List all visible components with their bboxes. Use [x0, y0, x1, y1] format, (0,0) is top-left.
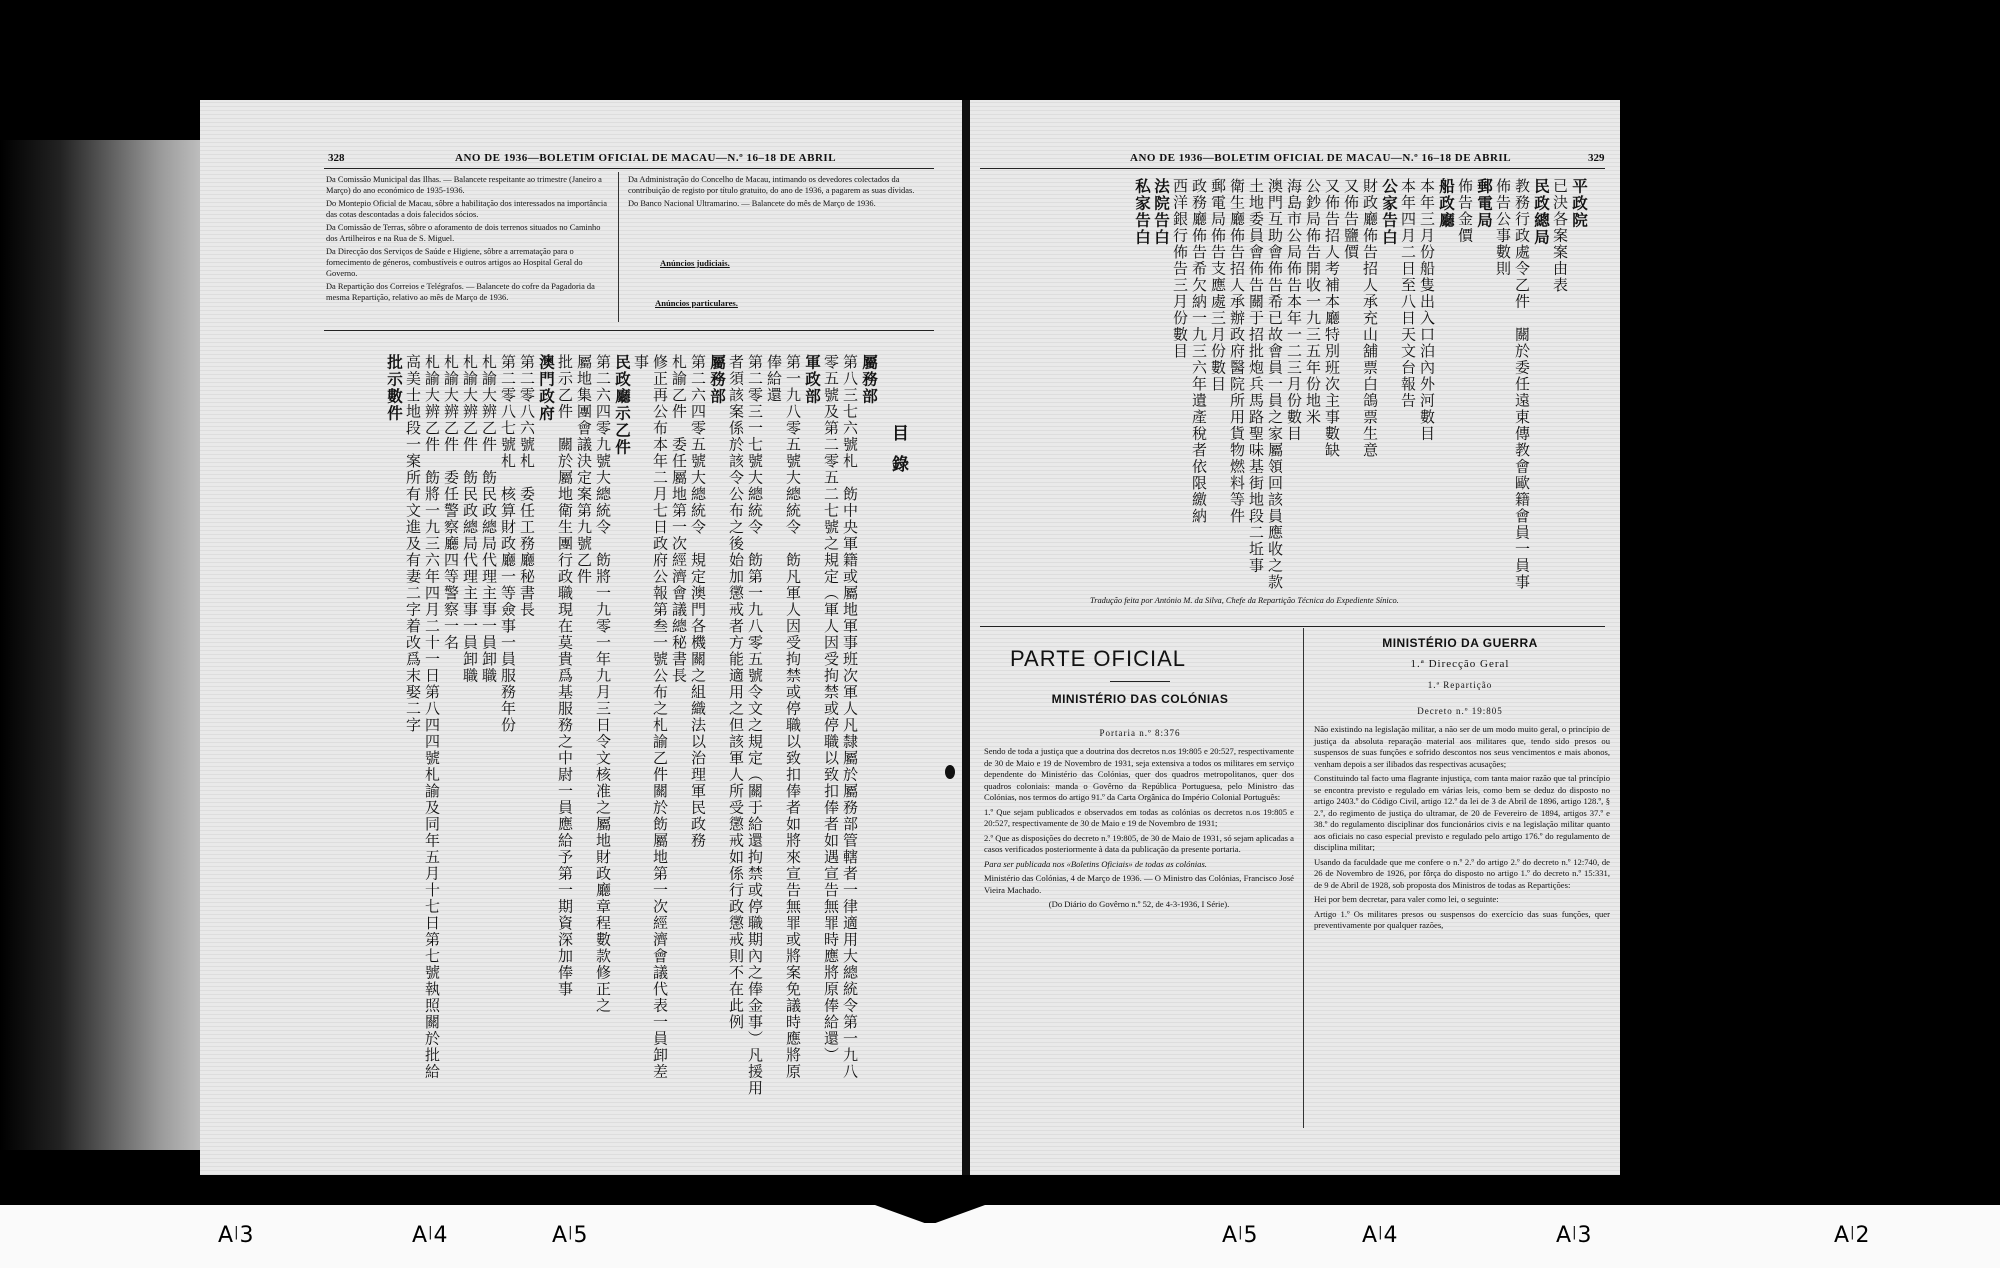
chinese-entry: 批示乙件 關於屬地衛生團行政職現在莫貴爲基服務之中尉一員應給予第一期資深加俸事 [556, 354, 574, 998]
head-rule [324, 168, 934, 169]
chinese-entry: 又佈告招人考補本廳特別班次主事數缺 [1323, 178, 1341, 459]
index-entry: Do Banco Nacional Ultramarino. — Balancete do mês de Março de 1936. [628, 199, 876, 208]
chinese-entry: 札諭乙件 委任屬地第一次經濟會議總秘書長 [670, 354, 688, 684]
running-head: ANO DE 1936—BOLETIM OFICIAL DE MACAU—N.º 16–18 DE ABRIL [455, 152, 837, 164]
frame-label: A|3 [1556, 1223, 1592, 1248]
chinese-section-heading: 民政廳示乙件 [613, 354, 631, 456]
column-divider [618, 172, 619, 322]
portaria-number: Portaria n.º 8:376 [1099, 728, 1181, 738]
chinese-entry: 札諭大辨乙件 委任警察廳四等警察一名 [442, 354, 460, 651]
scan-border-shadow [0, 140, 200, 1150]
index-entry: Da Repartição dos Correios e Telégrafos. — Balancete do cofre da Pagadoria da mesma Repartição, relativo ao mês de Março de 1936. [326, 282, 595, 302]
paragraph: Sendo de toda a justiça que a doutrina dos decretos n.os 19:805 e 20:527, respectivamente de 30 de Maio e 19 de Novembro de 1931, seja extensiva a todos os militares em serviço dependente do Ministério das Colónias, quer dos quadros metropolitanos, quer dos quadros coloniais: manda o Govêrno da República Portuguesa, pelo Ministro das Colónias, nos termos do artigo 91.º da Carta Orgânica do Império Colonial Português: [984, 746, 1294, 802]
portaria-body [984, 746, 1294, 914]
frame-label: A|4 [412, 1223, 448, 1248]
paragraph: 2.º Que as disposições do decreto n.º 19:805, de 30 de Maio de 1931, só sejam aplicadas a casos verificados posteriormente à data da publicação da presente portaria. [984, 832, 1294, 854]
paragraph: Constituindo tal facto uma flagrante injustiça, com tanta maior razão que tal princípio se encontra previsto e regulado em várias leis, como bem se deduz do disposto no artigo 2403.º do Código Civil, artigo 12.º da lei de 3 de Abril de 1896, artigo 128.º, § 2.º, do regimento de justiça do ultramar, de 20 de Fevereiro de 1894, artigos 37.º e 38.º do regulamento disciplinar dos funcionários civis e na legislação militar quanto aos oficiais no caso especial previsto e regulado pelo artigo 176.º do regulamento de disciplina militar; [1314, 773, 1610, 852]
paragraph: Artigo 1.º Os militares presos ou suspensos do exercício das suas funções, quer preventivamente por qualquer razões, [1314, 908, 1610, 930]
chinese-entry: 第二六四零九號大總統令 飭將一九零一年九月三日令文核准之屬地財政廳章程數款修正之 [594, 354, 612, 1014]
chinese-entry: 澳門互助會佈告希已故會員一員之家屬領回該員應收之款 [1266, 178, 1284, 591]
frame-label: A|5 [1222, 1223, 1258, 1248]
page-number: 328 [328, 152, 345, 164]
chinese-entry: 本年三月份船隻出入口泊內外河數目 [1418, 178, 1436, 442]
frame-label: A|2 [1834, 1223, 1870, 1248]
chinese-entry: 屬地集團會議決定案第九號乙件 [575, 354, 593, 585]
signature: Ministério das Colónias, 4 de Março de 1936. — O Ministro das Colónias, Francisco José Vieira Machado. [984, 873, 1294, 895]
chinese-entry: 第八三七六號札 飭中央軍籍或屬地軍事班次軍人凡隸屬於屬務部管轄者一律適用大總統令第一九八 [841, 354, 859, 1080]
decreto-body [1314, 724, 1610, 935]
section-rule [980, 626, 1605, 627]
chinese-section-heading: 屬務部 [860, 354, 878, 405]
reparticao-heading: 1.ª Repartição [1427, 680, 1493, 690]
frame-label: A|3 [218, 1223, 254, 1248]
chinese-entry: 高美士地段一案所有文進及有妻二字着改爲末娶二字 [404, 354, 422, 734]
chinese-entry: 札諭大辨乙件 飭民政總局代理主事一員卸職 [461, 354, 479, 684]
parte-oficial-heading: PARTE OFICIAL [1010, 646, 1187, 671]
chinese-entry: 已決各案案由表 [1551, 178, 1569, 294]
chinese-section-heading: 平政院 [1570, 178, 1588, 229]
chinese-entry: 公鈔局佈告開收一九三五年份地米 [1304, 178, 1322, 426]
frame-label: A|4 [1362, 1223, 1398, 1248]
decreto-number: Decreto n.º 19:805 [1417, 706, 1503, 716]
ministry-heading: MINISTÉRIO DAS COLÓNIAS [1051, 692, 1229, 706]
chinese-section-heading: 公家告白 [1380, 178, 1398, 246]
chinese-entry: 佈告金價 [1456, 178, 1474, 244]
chinese-entry: 第一九八零五號大總統令 飭凡軍人因受拘禁或停職以致扣俸者如將來宣告無罪或將案免議時應將原 [784, 354, 802, 1080]
chinese-section-heading: 郵電局 [1475, 178, 1493, 229]
chinese-entry: 俸給還 [765, 354, 783, 404]
film-frame-strip [0, 1205, 2000, 1268]
page-number: 329 [1588, 152, 1605, 164]
direccao-heading: 1.ª Direcção Geral [1410, 658, 1510, 670]
chinese-entry: 佈告公事數則 [1494, 178, 1512, 277]
chinese-section-heading: 批示數件 [385, 354, 403, 422]
head-rule [980, 168, 1605, 169]
chinese-entry: 札諭大辨乙件 飭民政總局代理主事一員卸職 [480, 354, 498, 684]
publish-note: Para ser publicada nos «Boletins Oficiais» de todas as colónias. [984, 858, 1207, 869]
source-note: (Do Diário do Govêrno n.º 52, de 4-3-1936, I Série). [1048, 899, 1230, 909]
index-entry: Do Montepio Oficial de Macau, sôbre a habilitação dos interessados na importância das cotas descontadas a dois falecidos sócios. [326, 199, 607, 219]
chinese-entry: 修正再公布本年二月七日政府公報第叁一號公布之札諭乙件關於飭屬地第一次經濟會議代表一員卸差 [651, 354, 669, 1080]
chinese-entry: 財政廳佈告招人承充山舖票白鴿票生意 [1361, 178, 1379, 459]
chinese-entry: 土地委員會佈告關于招批炮兵馬路聖味基街地段二坵事 [1247, 178, 1265, 574]
translation-credit: Tradução feita por António M. da Silva, Chefe da Repartição Técnica do Expediente Sínico. [1090, 596, 1399, 605]
column-divider [1303, 628, 1304, 1128]
left-page [200, 100, 970, 1175]
chinese-entry: 郵電局佈告支應處三月份數目 [1209, 178, 1227, 393]
chinese-contents-left [318, 354, 878, 1154]
chinese-entry: 事 [632, 354, 650, 371]
chinese-entry: 海島市公局佈告本年一二三月份數目 [1285, 178, 1303, 442]
chinese-section-heading: 民政總局 [1532, 178, 1550, 246]
chinese-entry: 第二六四零五號大總統令 規定澳門各機關之組織法以治理軍民政務 [689, 354, 707, 849]
right-page [970, 100, 1620, 1175]
paragraph: Usando da faculdade que me confere o n.º 2.º do artigo 2.º do decreto n.º 12:740, de 26 de Novembro de 1926, por fôrça do disposto no artigo 1.º do decreto n.º 15:331, de 9 de Abril de 1928, sob proposta dos Ministros de todas as Repartições: [1314, 856, 1610, 890]
chinese-section-heading: 法院告白 [1152, 178, 1170, 246]
index-entry: Da Administração do Concelho de Macau, intimando os devedores colectados da contribuição de registo por título gratuito, do ano de 1936, a pagarem as suas dívidas. [628, 175, 915, 195]
index-entry: Da Comissão Municipal das Ilhas. — Balancete respeitante ao trimestre (Janeiro a Março) do ano económico de 1935-1936. [326, 175, 602, 195]
chinese-entry: 西洋銀行佈告三月份數目 [1171, 178, 1189, 360]
frame-label: A|5 [552, 1223, 588, 1248]
chinese-entry: 衛生廳佈告招人承辦政府醫院所用貨物燃料等件 [1228, 178, 1246, 525]
index-entry: Da Comissão de Terras, sôbre o aforamento de dois terrenos situados no Caminho dos Artilheiros e na Rua de S. Miguel. [326, 223, 601, 243]
chinese-section-heading: 屬務部 [708, 354, 726, 405]
announcements-private: Anúncios particulares. [655, 298, 738, 308]
chinese-section-heading: 澳門政府 [537, 354, 555, 422]
chinese-section-heading: 私家告白 [1133, 178, 1151, 246]
ornament-rule [1110, 681, 1170, 682]
chinese-contents-right [988, 178, 1588, 618]
index-column-2 [628, 174, 932, 211]
ministry-heading: MINISTÉRIO DA GUERRA [1382, 636, 1538, 650]
chinese-contents-title: 目錄 [888, 424, 908, 486]
index-entry: Da Direcção dos Serviços de Saúde e Higiene, sôbre a arrematação para o fornecimento de géneros, combustíveis e outros artigos ao Hospital Geral do Governo. [326, 247, 583, 278]
chinese-entry: 政務廳佈告希欠納一九三六年遺產稅者依限繳納 [1190, 178, 1208, 525]
chinese-section-heading: 船政廳 [1437, 178, 1455, 229]
paragraph: Hei por bem decretar, para valer como lei, o seguinte: [1314, 894, 1499, 904]
index-column-1 [326, 174, 612, 305]
chinese-entry: 第二零八七號札 核算財政廳一等僉事一員服務年份 [499, 354, 517, 734]
chinese-entry: 零五號及第二零五二七號之規定（軍人因受拘禁或停職以致扣俸者如遇宣告無罪時應將原俸給還） [822, 354, 840, 1064]
paragraph: 1.º Que sejam publicados e observados em todas as colónias os decretos n.os 19:805 e 20:527, respectivamente de 30 de Maio e 19 de Novembro de 1931; [984, 806, 1294, 828]
chinese-section-heading: 軍政部 [803, 354, 821, 405]
chinese-entry: 第二零八六號札 委任工務廳秘書長 [518, 354, 536, 618]
chinese-entry: 者須該案係於該令公布之後始加懲戒者方能適用之但該軍人所受懲戒如係行政懲戒則不在此例 [727, 354, 745, 1031]
chinese-entry: 本年四月二日至八日天文台報告 [1399, 178, 1417, 409]
announcements-judicial: Anúncios judiciais. [660, 258, 730, 268]
paragraph: Não existindo na legislação militar, a não ser de um modo muito geral, o princípio de justiça da absoluta reparação material aos militares que, tendo sido presos ou suspensos de suas funções e sofrido descontos nos seus vencimentos e mais abonos, venham depois a ser ilibados das respectivas acusações; [1314, 724, 1610, 769]
chinese-entry: 札諭大辨乙件 飭將一九三六年四月二十一日第八四四號札諭及同年五月十七日第七號執照關於批給 [423, 354, 441, 1080]
chinese-entry: 又佈告鹽價 [1342, 178, 1360, 261]
section-rule [324, 330, 934, 331]
running-head: ANO DE 1936—BOLETIM OFICIAL DE MACAU—N.º 16–18 DE ABRIL [1130, 152, 1512, 164]
chinese-entry: 第二零三一七號大總統令 飭第一九八零五號令文之規定（關于給還拘禁或停職期內之俸金事）凡援用 [746, 354, 764, 1097]
ink-blot [945, 765, 955, 779]
chinese-entry: 教務行政處令乙件 關於委任遠東傳教會歐籍會員一員事 [1513, 178, 1531, 591]
